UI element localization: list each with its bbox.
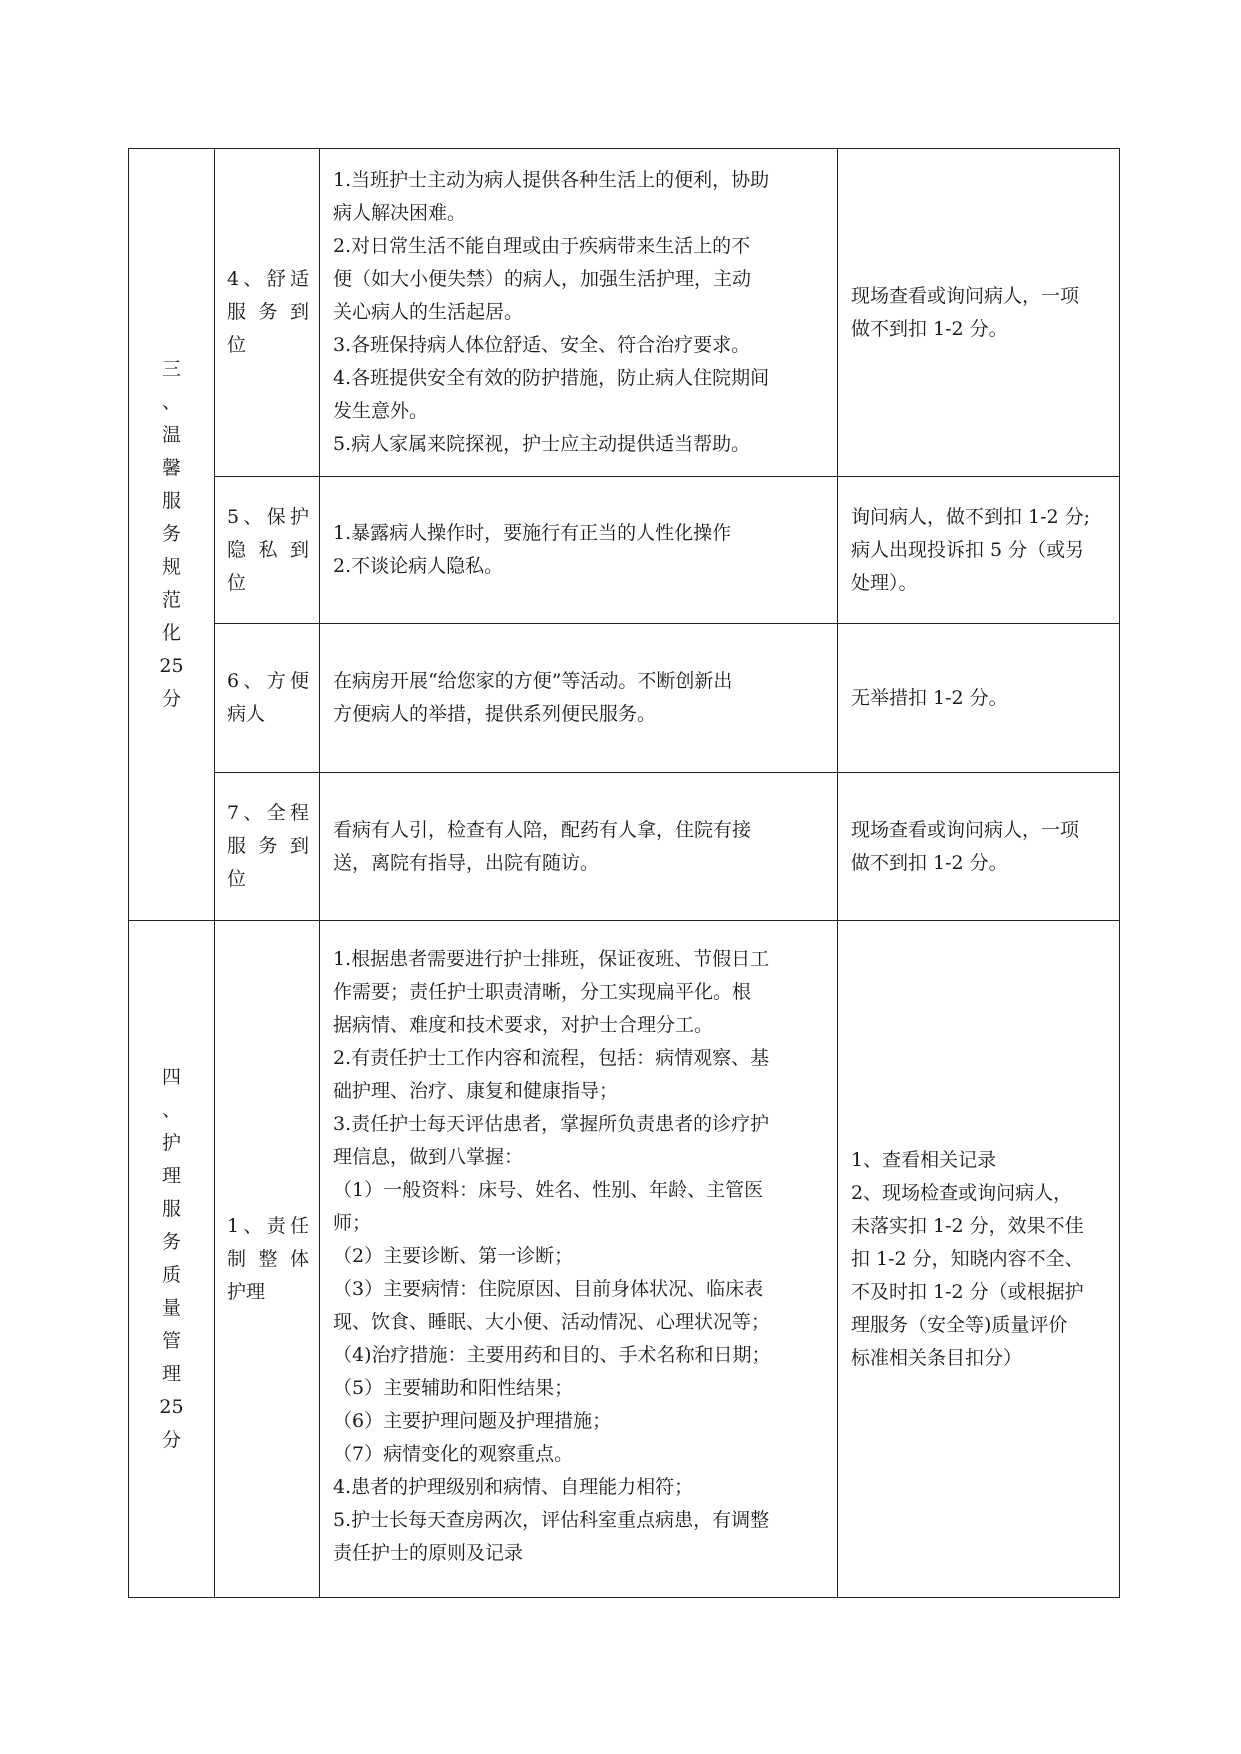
requirement-line: 5.护士长每天查房两次，评估科室重点病患，有调整 (333, 1509, 770, 1531)
item-line: 病人 (227, 703, 266, 725)
requirements-cell (320, 477, 838, 624)
requirement-line: 关心病人的生活起居。 (333, 301, 524, 323)
item-cell (215, 921, 320, 1598)
requirement-line: 4.各班提供安全有效的防护措施，防止病人住院期间 (333, 367, 770, 389)
item-line: 5、保护 (227, 505, 309, 528)
item-cell (215, 624, 320, 773)
category-char: 量 (161, 1297, 181, 1319)
requirements-cell (320, 149, 838, 477)
table-row (129, 477, 1120, 624)
requirement-line: 2.有责任护士工作内容和流程，包括：病情观察、基 (333, 1047, 770, 1069)
requirement-line: 方便病人的举措，提供系列便民服务。 (333, 703, 657, 725)
category-char: 三 (161, 358, 181, 380)
category-char: 规 (161, 556, 181, 578)
table-row (129, 921, 1120, 1598)
requirement-line: 5.病人家属来院探视，护士应主动提供适当帮助。 (333, 433, 751, 455)
requirement-line: 3.各班保持病人体位舒适、安全、符合治疗要求。 (333, 334, 751, 356)
item-line: 4、舒适 (227, 268, 309, 290)
scoring-cell (838, 921, 1120, 1598)
table-row (129, 624, 1120, 773)
requirement-line: 发生意外。 (333, 400, 429, 422)
scoring-cell (838, 624, 1120, 773)
category-char: 25 (159, 655, 184, 677)
requirement-line: 1.暴露病人操作时，要施行有正当的人性化操作 (333, 522, 732, 544)
item-cell (215, 149, 320, 477)
evaluation-table (128, 148, 1120, 1598)
category-char: 管 (161, 1330, 181, 1352)
requirement-line: 在病房开展“给您家的方便”等活动。不断创新出 (333, 670, 733, 692)
item-cell (215, 477, 320, 624)
requirement-line: （7）病情变化的观察重点。 (333, 1443, 574, 1465)
requirements-cell (320, 921, 838, 1598)
scoring-cell (838, 149, 1120, 477)
requirement-line: 送，离院有指导，出院有随访。 (333, 851, 600, 874)
requirements-cell (320, 773, 838, 921)
requirement-line: 3.责任护士每天评估患者，掌握所负责患者的诊疗护 (333, 1113, 770, 1135)
scoring-line: 询问病人，做不到扣 1-2 分; (851, 505, 1091, 528)
requirement-line: 2.不谈论病人隐私。 (333, 555, 504, 577)
requirement-line: （1）一般资料：床号、姓名、性别、年龄、主管医 (333, 1179, 764, 1201)
requirement-line: 作需要；责任护士职责清晰，分工实现扁平化。根 (333, 981, 752, 1003)
item-line: 位 (227, 334, 247, 356)
scoring-line: 做不到扣 1-2 分。 (851, 317, 1008, 340)
scoring-line: 病人出现投诉扣 5 分（或另 (851, 538, 1085, 561)
item-line: 7、全程 (227, 802, 309, 824)
category-char: 、 (161, 391, 181, 413)
requirement-line: （3）主要病情：住院原因、目前身体状况、临床表 (333, 1278, 764, 1300)
scoring-line: 2、现场检查或询问病人， (851, 1181, 1073, 1204)
requirement-line: （5）主要辅助和阳性结果； (333, 1377, 574, 1399)
scoring-line: 做不到扣 1-2 分。 (851, 851, 1008, 874)
item-line: 护理 (227, 1280, 266, 1303)
requirement-line: 看病有人引，检查有人陪，配药有人拿，住院有接 (333, 818, 752, 841)
category-char: 理 (161, 1363, 181, 1385)
requirement-line: 4.患者的护理级别和病情、自理能力相符； (333, 1476, 694, 1498)
requirement-line: 责任护士的原则及记录 (333, 1542, 524, 1564)
requirement-line: （2）主要诊断、第一诊断； (333, 1245, 574, 1267)
scoring-line: 标准相关条目扣分） (851, 1346, 1023, 1369)
item-line: 服务到 (227, 835, 309, 857)
category-char: 务 (161, 1231, 181, 1253)
requirement-line: 理信息，做到八掌握： (333, 1146, 524, 1168)
scoring-cell (838, 477, 1120, 624)
item-cell (215, 773, 320, 921)
requirement-line: 现、饮食、睡眠、大小便、活动情况、心理状况等； (333, 1311, 771, 1333)
scoring-line: 理服务（安全等)质量评价 (851, 1313, 1068, 1336)
category-char: 四 (161, 1066, 181, 1088)
category-cell (129, 921, 215, 1598)
scoring-line: 1、查看相关记录 (851, 1148, 997, 1171)
scoring-line: 现场查看或询问病人，一项 (851, 284, 1080, 307)
category-char: 理 (161, 1165, 181, 1187)
item-line: 服务到 (227, 301, 309, 323)
scoring-line: 不及时扣 1-2 分（或根据护 (851, 1280, 1084, 1303)
item-line: 隐私到 (227, 538, 309, 561)
category-char: 范 (161, 589, 181, 611)
requirement-line: 础护理、治疗、康复和健康指导； (333, 1080, 619, 1102)
table-row (129, 149, 1120, 477)
category-char: 质 (161, 1264, 181, 1286)
category-char: 化 (161, 622, 181, 644)
requirement-line: （4)治疗措施：主要用药和目的、手术名称和日期； (333, 1344, 771, 1366)
requirement-line: 1.根据患者需要进行护士排班，保证夜班、节假日工 (333, 948, 770, 970)
category-char: 、 (161, 1099, 181, 1121)
category-char: 馨 (161, 457, 181, 479)
category-char: 服 (161, 1198, 181, 1220)
item-line: 1、责任 (227, 1214, 309, 1237)
item-line: 制整体 (227, 1247, 309, 1270)
requirements-cell (320, 624, 838, 773)
scoring-line: 现场查看或询问病人，一项 (851, 818, 1080, 841)
scoring-cell (838, 773, 1120, 921)
category-char: 护 (161, 1132, 181, 1154)
category-char: 务 (161, 523, 181, 545)
category-char: 分 (161, 1429, 181, 1451)
category-char: 温 (161, 424, 181, 446)
requirement-line: 便（如大小便失禁）的病人，加强生活护理，主动 (333, 268, 752, 290)
requirement-line: 据病情、难度和技术要求，对护士合理分工。 (333, 1014, 714, 1036)
scoring-line: 处理）。 (851, 571, 918, 594)
scoring-line: 未落实扣 1-2 分，效果不佳 (851, 1214, 1084, 1237)
requirement-line: 师； (333, 1212, 372, 1234)
item-line: 位 (227, 868, 247, 890)
table-row (129, 773, 1120, 921)
requirement-line: 病人解决困难。 (333, 202, 467, 224)
item-line: 6、方便 (227, 670, 309, 692)
requirement-line: 2.对日常生活不能自理或由于疾病带来生活上的不 (333, 235, 751, 257)
category-char: 分 (161, 688, 181, 710)
requirement-line: （6）主要护理问题及护理措施； (333, 1410, 612, 1432)
scoring-line: 扣 1-2 分，知晓内容不全、 (851, 1247, 1084, 1270)
requirement-line: 1.当班护士主动为病人提供各种生活上的便利，协助 (333, 169, 770, 191)
scoring-line: 无举措扣 1-2 分。 (851, 686, 1008, 709)
item-line: 位 (227, 571, 247, 594)
category-char: 服 (161, 490, 181, 512)
category-char: 25 (159, 1396, 184, 1418)
category-cell (129, 149, 215, 921)
